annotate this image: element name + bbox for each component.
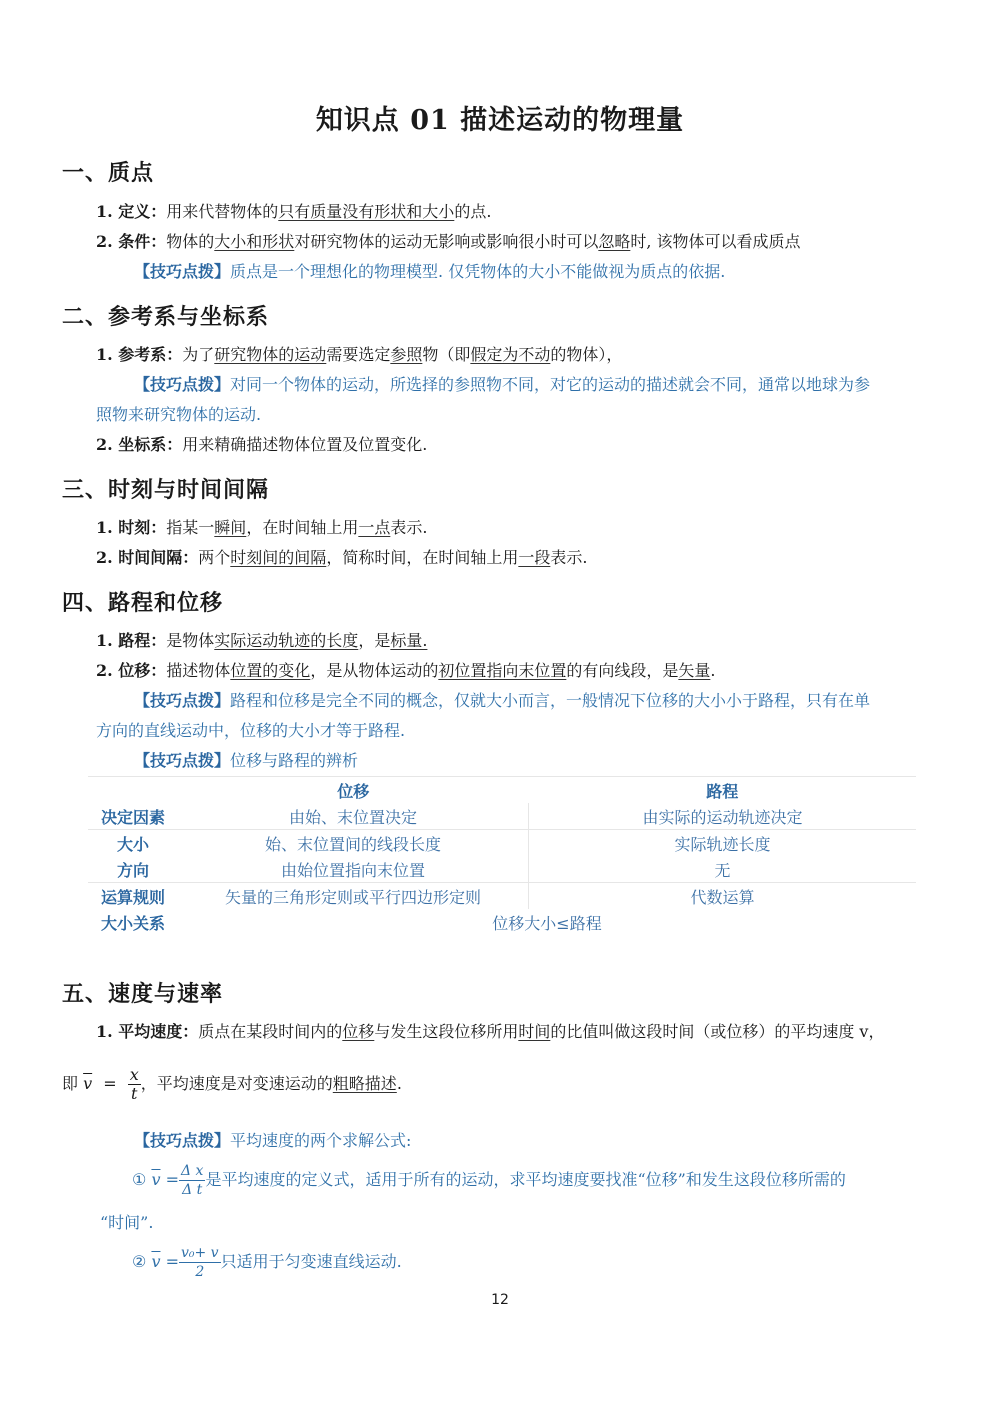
- fraction-x-over-t: [128, 1066, 141, 1103]
- displacement-label: 2. 位移：: [96, 661, 167, 680]
- coordinate-label: 2. 坐标系：: [96, 435, 183, 454]
- tip-label: 【技巧点拨】: [134, 1131, 231, 1150]
- underlined-text: 参照: [390, 345, 423, 364]
- table-row: [88, 830, 916, 857]
- text: 用来代替物体的: [166, 202, 279, 221]
- formula-1-continued: “时间”.: [100, 1213, 154, 1232]
- tip-line: [134, 750, 358, 772]
- table-row-header: 方向: [116, 860, 149, 880]
- underlined-text: 矢量: [678, 661, 711, 680]
- interval-line: [96, 547, 587, 569]
- tip-label: 【技巧点拨】: [134, 375, 231, 394]
- circled-number-2: ②: [132, 1252, 147, 1271]
- table-row-header: 大小关系: [100, 913, 165, 933]
- text: 的点.: [454, 202, 492, 221]
- text: 即: [62, 1074, 79, 1093]
- tip-text: 质点是一个理想化的物理模型. 仅凭物体的大小不能做视为质点的依据.: [230, 262, 726, 281]
- circled-number-1: ①: [132, 1170, 147, 1189]
- fraction-v0-plus-v-over-2: [179, 1244, 221, 1281]
- table-header-displacement: 位移: [178, 777, 529, 804]
- table-cell: 无: [529, 856, 917, 883]
- table-cell: 由始、末位置决定: [288, 807, 417, 827]
- condition-label: 2. 条件：: [96, 232, 167, 251]
- section-heading-displacement: 四、路程和位移: [62, 590, 224, 616]
- tip-text-continued: 方向的直线运动中，位移的大小才等于路程.: [96, 721, 406, 740]
- text: 两个: [198, 548, 231, 567]
- underlined-text: 忽略: [598, 232, 631, 251]
- underlined-text: 一段: [518, 548, 551, 567]
- text: 表示.: [550, 548, 588, 567]
- moment-line: [96, 517, 427, 539]
- underlined-text: 初位置指向末位置: [438, 661, 567, 680]
- average-velocity-line: [96, 1021, 884, 1043]
- text: ，是从物体运动的: [310, 661, 439, 680]
- text: ，在时间轴上用: [246, 518, 359, 537]
- text: ，平均速度是对变速运动的: [140, 1074, 333, 1093]
- fraction-denominator: t: [131, 1084, 138, 1103]
- underlined-text: 时间: [518, 1022, 551, 1041]
- underlined-text: 实际运动轨迹的长度: [214, 631, 359, 650]
- reference-line: [96, 344, 622, 366]
- average-velocity-formula-line: [62, 1066, 402, 1103]
- tip-text: 路程和位移是完全不同的概念，仅就大小而言，一般情况下位移的大小小于路程，只有在单: [230, 691, 871, 710]
- table-row: [88, 909, 916, 935]
- table-corner: [88, 777, 178, 804]
- formula-1-line: [132, 1162, 846, 1199]
- path-line: [96, 630, 427, 652]
- text: 为了: [182, 345, 215, 364]
- tip-text-continued: 照物来研究物体的运动.: [96, 405, 262, 424]
- text: ，简称时间，在时间轴上用: [326, 548, 519, 567]
- tip-line: [134, 1130, 411, 1152]
- table-header-row: [88, 777, 916, 804]
- tip-label: 【技巧点拨】: [134, 751, 231, 770]
- text: 表示.: [390, 518, 428, 537]
- fraction-dx-over-dt: [179, 1162, 205, 1199]
- text: 时, 该物体可以看成质点: [630, 232, 801, 251]
- table-row-header: 决定因素: [100, 807, 165, 827]
- table-row: [88, 856, 916, 883]
- underlined-text: 位置的变化: [230, 661, 311, 680]
- v-bar-symbol: $\overline{v}$: [83, 1074, 93, 1093]
- average-velocity-label: 1. 平均速度：: [96, 1022, 199, 1041]
- text: 物（即: [422, 345, 471, 364]
- text: 用来精确描述物体位置及位置变化.: [182, 435, 428, 454]
- underlined-text: 时刻间的间隔: [230, 548, 327, 567]
- tip-text: 位移与路程的辨析: [230, 751, 359, 770]
- text: 是物体: [166, 631, 215, 650]
- fraction-numerator: Δ x: [180, 1163, 204, 1179]
- condition-line: [96, 231, 801, 253]
- underlined-text: 大小和形状: [214, 232, 295, 251]
- table-cell: 实际轨迹长度: [529, 830, 917, 857]
- formula-2-line: [132, 1244, 402, 1281]
- section-heading-reference-frame: 二、参考系与坐标系: [62, 304, 270, 330]
- underlined-text: 瞬间: [214, 518, 247, 537]
- underlined-text: 研究物体的运动: [214, 345, 327, 364]
- page-number: 12: [491, 1292, 509, 1308]
- table-cell-merged: 位移大小≤路程: [492, 913, 602, 933]
- text: 质点在某段时间内的: [198, 1022, 343, 1041]
- section-heading-particle: 一、质点: [62, 160, 155, 186]
- v-bar-symbol: $\overline{v}$: [151, 1252, 161, 1271]
- underlined-text: 一点: [358, 518, 391, 537]
- path-label: 1. 路程：: [96, 631, 167, 650]
- text: 物体的: [166, 232, 215, 251]
- fraction-numerator: v₀+ v: [180, 1245, 219, 1261]
- tip-label: 【技巧点拨】: [134, 262, 231, 281]
- table-cell: 代数运算: [529, 883, 917, 910]
- section-heading-velocity: 五、速度与速率: [62, 981, 224, 1007]
- tip-text: 平均速度的两个求解公式:: [230, 1131, 412, 1150]
- fraction-denominator: Δ t: [182, 1182, 203, 1198]
- underlined-text: 位移: [342, 1022, 375, 1041]
- text: .: [396, 1074, 402, 1093]
- tip-line: [134, 374, 870, 396]
- formula-description: 是平均速度的定义式，适用于所有的运动，求平均速度要找准“位移”和发生这段位移所需的: [205, 1170, 846, 1189]
- equals-sign: =: [103, 1074, 117, 1093]
- table-cell: 由始位置指向末位置: [280, 860, 425, 880]
- fraction-numerator: x: [129, 1065, 139, 1084]
- text: 与发生这段位移所用: [374, 1022, 519, 1041]
- table-row-header: 大小: [88, 830, 178, 857]
- text: 指某一: [166, 518, 215, 537]
- reference-label: 1. 参考系：: [96, 345, 183, 364]
- text: 需要选定: [326, 345, 391, 364]
- equals-sign: =: [165, 1170, 179, 1189]
- underlined-text: 假定为不动: [470, 345, 551, 364]
- table-cell: 始、末位置间的线段长度: [178, 830, 529, 857]
- definition-label: 1. 定义：: [96, 202, 167, 221]
- comparison-table: [88, 776, 916, 935]
- tip-label: 【技巧点拨】: [134, 691, 231, 710]
- tip-line: [134, 261, 725, 283]
- displacement-line: [96, 660, 715, 682]
- table-row: [88, 803, 916, 830]
- section-heading-time: 三、时刻与时间间隔: [62, 477, 270, 503]
- page-title: 知识点 01 描述运动的物理量: [315, 105, 685, 136]
- table-row-header: 运算规则: [88, 883, 178, 910]
- text: .: [710, 661, 716, 680]
- table-row: [88, 883, 916, 910]
- table-cell: 由实际的运动轨迹决定: [529, 803, 917, 830]
- moment-label: 1. 时刻：: [96, 518, 167, 537]
- equals-sign: =: [165, 1252, 179, 1271]
- fraction-denominator: 2: [195, 1264, 205, 1280]
- text: 描述物体: [166, 661, 231, 680]
- underlined-text: 标量.: [390, 631, 428, 650]
- tip-text: 对同一个物体的运动，所选择的参照物不同，对它的运动的描述就会不同，通常以地球为参: [230, 375, 871, 394]
- text: 的比值叫做这段时间（或位移）的平均速度 v，: [550, 1022, 885, 1041]
- v-bar-symbol: $\overline{v}$: [151, 1170, 161, 1189]
- coordinate-line: [96, 434, 427, 456]
- interval-label: 2. 时间间隔：: [96, 548, 199, 567]
- text: 的物体），: [550, 345, 623, 364]
- text: ，是: [358, 631, 391, 650]
- table-header-path: 路程: [529, 777, 917, 804]
- text: 对研究物体的运动无影响或影响很小时可以: [294, 232, 599, 251]
- formula-description: 只适用于匀变速直线运动.: [220, 1252, 402, 1271]
- definition-line: [96, 201, 491, 223]
- underlined-text: 粗略描述: [332, 1074, 397, 1093]
- table-cell: 矢量的三角形定则或平行四边形定则: [178, 883, 529, 910]
- text: 的有向线段，是: [566, 661, 679, 680]
- tip-line: [134, 690, 870, 712]
- underlined-text: 只有质量没有形状和大小: [278, 202, 455, 221]
